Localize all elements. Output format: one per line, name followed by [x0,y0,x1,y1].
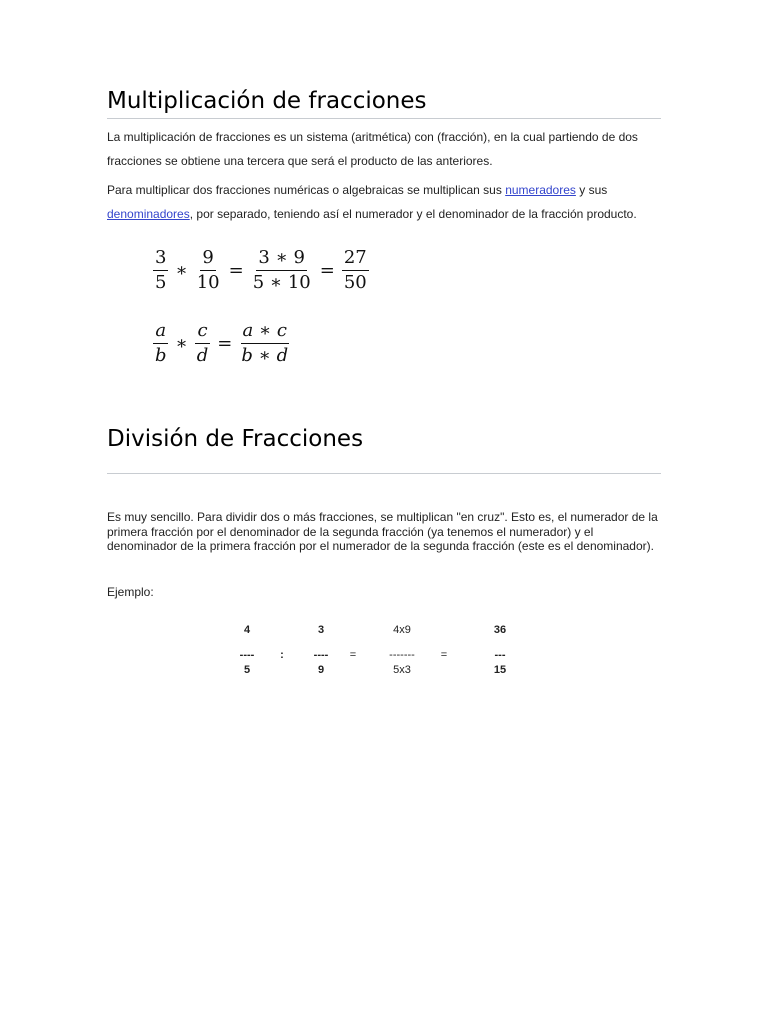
numerator: 4x9 [393,624,411,636]
equals-operator: = [440,649,448,661]
multiply-operator: ∗ [175,260,188,281]
fraction-bar: ---- [239,649,255,661]
fraction-bar: ------- [389,649,415,661]
denominator: 15 [493,664,507,676]
equals-operator: = [217,333,233,354]
denominator: 5 ∗ 10 [252,272,311,293]
fraction-c-d [195,321,211,366]
numerator: 27 [342,248,369,271]
multiplication-rule-paragraph [107,179,661,226]
numerator: 3 [317,624,325,636]
equals-operator: = [349,649,357,661]
example-fraction-result [487,624,513,676]
numerator: 3 ∗ 9 [256,248,307,271]
numerator: c [195,321,209,344]
example-fraction-2 [307,624,335,676]
section-title-division: División de Fracciones [107,426,661,474]
numerator: 36 [493,624,507,636]
example-label: Ejemplo: [107,585,154,599]
fraction-3-5 [153,248,168,293]
denominator: 10 [196,272,220,293]
example-fraction-cross [383,624,421,676]
division-explanation-paragraph: Es muy sencillo. Para dividir dos o más fracciones, se multiplican "en cruz". Esto es, el numerador de la primera fracción por el denominador de la segunda fracción (ya tenemos el numerador) y el denominador de la primera fracción por el numerador de la segunda fracción (este es el denominador). [107,510,658,554]
denominator: b [155,345,167,366]
denominator: 5 [243,664,251,676]
example-fraction-1 [233,624,261,676]
numeric-multiplication-formula [150,248,372,293]
fraction-27-50 [342,248,369,293]
rule-text-2: y sus [575,183,608,197]
fraction-bar: --- [494,649,506,661]
fraction-ac-bd [239,321,290,366]
numeradores-link[interactable]: numeradores [505,183,576,197]
fraction-9-10 [195,248,222,293]
section-title-multiplication: Multiplicación de fracciones [107,88,661,119]
numerator: 4 [243,624,251,636]
denominator: b ∗ d [241,345,289,366]
equals-operator: = [319,260,335,281]
multiply-operator: ∗ [175,333,188,354]
rule-text-1: Para multiplicar dos fracciones numéricas o algebraicas se multiplican sus [107,183,506,197]
multiplication-intro-paragraph: La multiplicación de fracciones es un sistema (aritmética) con (fracción), en la cual partiendo de dos fracciones se obtiene una tercera que será el producto de las anteriores. [107,130,638,168]
denominator: 9 [317,664,325,676]
numerator: a [153,321,168,344]
divide-operator: : [280,649,284,661]
rule-text-3: , por separado, teniendo así el numerador y el denominador de la fracción producto. [189,206,637,221]
fraction-bar: ---- [313,649,329,661]
denominator: 5 [155,272,167,293]
equals-operator: = [228,260,244,281]
numerator: 3 [153,248,168,271]
numerator: a ∗ c [241,321,290,344]
algebraic-multiplication-formula [150,321,293,366]
denominator: 50 [343,272,367,293]
fraction-a-b [153,321,169,366]
denominator: d [196,345,209,366]
denominator: 5x3 [393,664,411,676]
numerator: 9 [200,248,215,271]
denominadores-link[interactable]: denominadores [107,206,190,221]
fraction-product-expanded [251,248,313,293]
